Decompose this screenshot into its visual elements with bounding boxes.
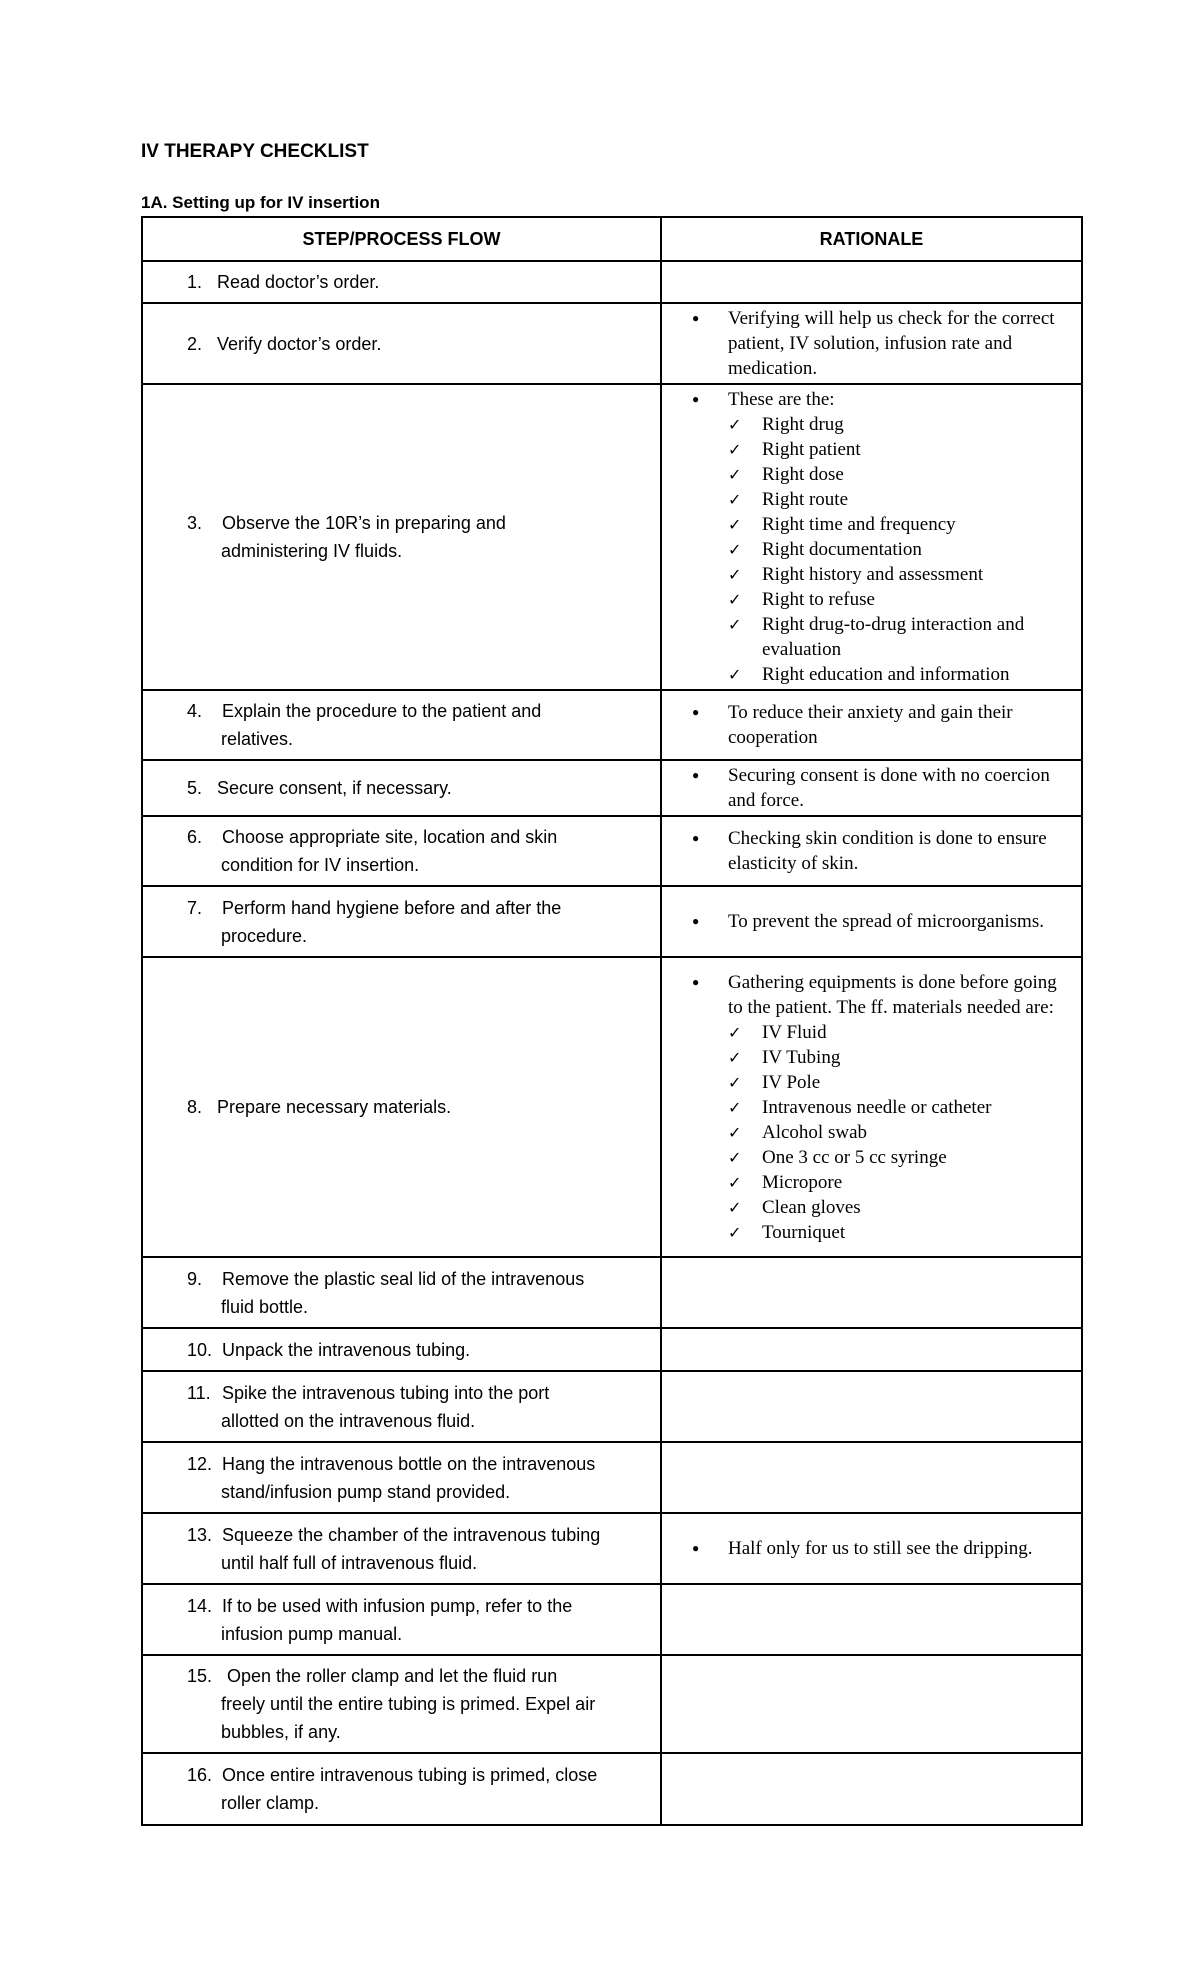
- step-number: 15.: [187, 1666, 213, 1686]
- bullet-icon: ●: [692, 974, 700, 989]
- step-cell: [142, 1655, 661, 1753]
- rationale-text: Verifying will help us check for the correct patient, IV solution, infusion rate and medication.: [728, 308, 1055, 379]
- check-item: Right dose: [762, 464, 844, 485]
- bullet-icon: ●: [692, 392, 700, 406]
- check-item: IV Fluid: [762, 1021, 827, 1043]
- step-text-continued: relatives.: [221, 729, 294, 749]
- checkmark-icon: ✓: [728, 415, 742, 434]
- rationale-cell: [661, 303, 1082, 384]
- step-cell: [142, 957, 661, 1257]
- step-text: Read doctor’s order.: [217, 272, 380, 292]
- rationale-text: To reduce their anxiety and gain their cooperation: [728, 702, 1013, 748]
- check-item: Intravenous needle or catheter: [762, 1096, 992, 1118]
- step-cell: [142, 1753, 661, 1825]
- step-text: Hang the intravenous bottle on the intravenous: [222, 1453, 596, 1474]
- rationale-text: Gathering equipments is done before going to the patient. The ff. materials needed are:: [728, 971, 1057, 1018]
- step-number: 12.: [187, 1453, 213, 1474]
- checkmark-icon: ✓: [728, 1047, 742, 1067]
- bullet-icon: ●: [692, 705, 700, 719]
- checkmark-icon: ✓: [728, 465, 742, 484]
- table-row: [142, 690, 1082, 760]
- step-number: 16.: [187, 1765, 213, 1785]
- table-row: [142, 816, 1082, 886]
- step-cell: [142, 760, 661, 816]
- rationale-cell: [661, 886, 1082, 957]
- step-cell: [142, 1371, 661, 1442]
- rationale-text: To prevent the spread of microorganisms.: [728, 911, 1044, 932]
- check-item: Clean gloves: [762, 1196, 861, 1218]
- rationale-text: Checking skin condition is done to ensure elasticity of skin.: [728, 828, 1047, 874]
- step-text-continued: until half full of intravenous fluid.: [221, 1552, 478, 1573]
- step-cell: [142, 1584, 661, 1655]
- step-cell: [142, 886, 661, 957]
- bullet-icon: ●: [692, 1541, 700, 1555]
- table-row: [142, 384, 1082, 690]
- step-text: Prepare necessary materials.: [217, 1097, 452, 1117]
- step-text: Choose appropriate site, location and skin: [222, 827, 558, 847]
- rationale-cell: [661, 384, 1082, 690]
- check-item: Micropore: [762, 1171, 843, 1193]
- step-text: Unpack the intravenous tubing.: [222, 1339, 471, 1360]
- step-text: Once entire intravenous tubing is primed, close: [222, 1765, 598, 1785]
- step-text-continued: allotted on the intravenous fluid.: [221, 1410, 476, 1431]
- rationale-text: Securing consent is done with no coercion and force.: [728, 765, 1050, 811]
- checkmark-icon: ✓: [728, 1222, 742, 1242]
- check-item: Right history and assessment: [762, 564, 984, 585]
- step-cell: [142, 384, 661, 690]
- bullet-icon: ●: [692, 914, 700, 928]
- step-text: Open the roller clamp and let the fluid run: [227, 1666, 558, 1686]
- table-row: [142, 1371, 1082, 1442]
- step-text: Squeeze the chamber of the intravenous tubing: [222, 1524, 601, 1545]
- table-row: [142, 760, 1082, 816]
- step-number: 11.: [187, 1382, 211, 1403]
- step-text-continued: bubbles, if any.: [221, 1722, 341, 1742]
- step-text-continued: stand/infusion pump stand provided.: [221, 1481, 511, 1502]
- step-cell: [142, 1328, 661, 1371]
- checkmark-icon: ✓: [728, 1097, 742, 1117]
- check-item: Alcohol swab: [762, 1121, 868, 1143]
- checkmark-icon: ✓: [728, 1122, 742, 1142]
- table-row: [142, 1513, 1082, 1584]
- step-cell: [142, 1442, 661, 1513]
- step-text-continued: condition for IV insertion.: [221, 855, 420, 875]
- rationale-cell: [661, 1328, 1082, 1371]
- table-row: [142, 1584, 1082, 1655]
- rationale-cell: [661, 690, 1082, 760]
- step-text-continued: administering IV fluids.: [221, 541, 403, 561]
- rationale-cell: [661, 1257, 1082, 1328]
- rationale-cell: [661, 816, 1082, 886]
- check-item: Right route: [762, 489, 849, 510]
- step-number: 7.: [187, 897, 203, 918]
- step-header: STEP/PROCESS FLOW: [142, 217, 661, 261]
- bullet-icon: ●: [692, 311, 700, 325]
- step-number: 13.: [187, 1524, 213, 1545]
- rationale-text: Half only for us to still see the dripping.: [728, 1538, 1033, 1559]
- check-item: Right time and frequency: [762, 514, 956, 535]
- bullet-icon: ●: [692, 831, 700, 845]
- rationale-cell: [661, 1513, 1082, 1584]
- step-text: Observe the 10R’s in preparing and: [222, 513, 506, 533]
- check-item: Right drug-to-drug interaction and evaluation: [762, 614, 1025, 660]
- checkmark-icon: ✓: [728, 515, 742, 534]
- checkmark-icon: ✓: [728, 490, 742, 509]
- checkmark-icon: ✓: [728, 440, 742, 459]
- checkmark-icon: ✓: [728, 590, 742, 609]
- step-text: Spike the intravenous tubing into the port: [222, 1382, 550, 1403]
- step-cell: [142, 261, 661, 303]
- step-text: Verify doctor’s order.: [217, 333, 382, 354]
- section-title: 1A. Setting up for IV insertion: [141, 193, 380, 212]
- table-row: [142, 1257, 1082, 1328]
- step-number: 9.: [187, 1268, 203, 1289]
- table-row: [142, 303, 1082, 384]
- step-cell: [142, 690, 661, 760]
- rationale-cell: [661, 1442, 1082, 1513]
- step-number: 2.: [187, 333, 203, 354]
- table-row: [142, 1753, 1082, 1825]
- table-row: [142, 1328, 1082, 1371]
- step-text-continued: infusion pump manual.: [221, 1623, 403, 1644]
- check-item: Right documentation: [762, 539, 922, 560]
- step-text: If to be used with infusion pump, refer to the: [222, 1595, 573, 1616]
- table-row: [142, 261, 1082, 303]
- step-cell: [142, 1257, 661, 1328]
- checkmark-icon: ✓: [728, 665, 742, 684]
- step-number: 1.: [187, 272, 203, 292]
- check-item: One 3 cc or 5 cc syringe: [762, 1146, 947, 1168]
- step-text-continued: procedure.: [221, 925, 308, 946]
- checkmark-icon: ✓: [728, 1147, 742, 1167]
- check-item: Tourniquet: [762, 1221, 846, 1243]
- checkmark-icon: ✓: [728, 615, 742, 634]
- step-number: 3.: [187, 513, 203, 533]
- step-cell: [142, 303, 661, 384]
- rationale-cell: [661, 1371, 1082, 1442]
- check-item: Right drug: [762, 414, 844, 435]
- rationale-cell: [661, 760, 1082, 816]
- checkmark-icon: ✓: [728, 540, 742, 559]
- step-text-continued: freely until the entire tubing is primed. Expel air: [221, 1694, 596, 1714]
- check-item: IV Tubing: [762, 1046, 841, 1068]
- step-cell: [142, 1513, 661, 1584]
- rationale-cell: [661, 957, 1082, 1257]
- step-number: 14.: [187, 1595, 213, 1616]
- step-text: Remove the plastic seal lid of the intravenous: [222, 1268, 585, 1289]
- rationale-cell: [661, 261, 1082, 303]
- rationale-text: These are the:: [728, 389, 835, 410]
- checkmark-icon: ✓: [728, 1172, 742, 1192]
- step-number: 8.: [187, 1097, 203, 1117]
- rationale-cell: [661, 1753, 1082, 1825]
- step-text: Explain the procedure to the patient and: [222, 701, 542, 721]
- table-row: [142, 1442, 1082, 1513]
- rationale-header: RATIONALE: [661, 217, 1082, 261]
- check-item: Right to refuse: [762, 589, 875, 610]
- step-number: 5.: [187, 778, 203, 798]
- checkmark-icon: ✓: [728, 1197, 742, 1217]
- page-title: IV THERAPY CHECKLIST: [141, 141, 369, 162]
- table-row: [142, 886, 1082, 957]
- rationale-cell: [661, 1655, 1082, 1753]
- checklist-table: [141, 216, 1083, 1826]
- step-number: 10.: [187, 1339, 213, 1360]
- table-row: [142, 957, 1082, 1257]
- step-number: 4.: [187, 701, 203, 721]
- step-text-continued: fluid bottle.: [221, 1296, 309, 1317]
- header-row: [142, 217, 1082, 261]
- bullet-icon: ●: [692, 768, 700, 782]
- checkmark-icon: ✓: [728, 565, 742, 584]
- check-item: Right patient: [762, 439, 861, 460]
- step-cell: [142, 816, 661, 886]
- rationale-cell: [661, 1584, 1082, 1655]
- step-text: Perform hand hygiene before and after the: [222, 897, 562, 918]
- step-number: 6.: [187, 827, 203, 847]
- check-item: IV Pole: [762, 1071, 821, 1093]
- step-text: Secure consent, if necessary.: [217, 778, 452, 798]
- check-item: Right education and information: [762, 664, 1010, 685]
- checkmark-icon: ✓: [728, 1072, 742, 1092]
- step-text-continued: roller clamp.: [221, 1793, 320, 1813]
- checkmark-icon: ✓: [728, 1022, 742, 1042]
- table-row: [142, 1655, 1082, 1753]
